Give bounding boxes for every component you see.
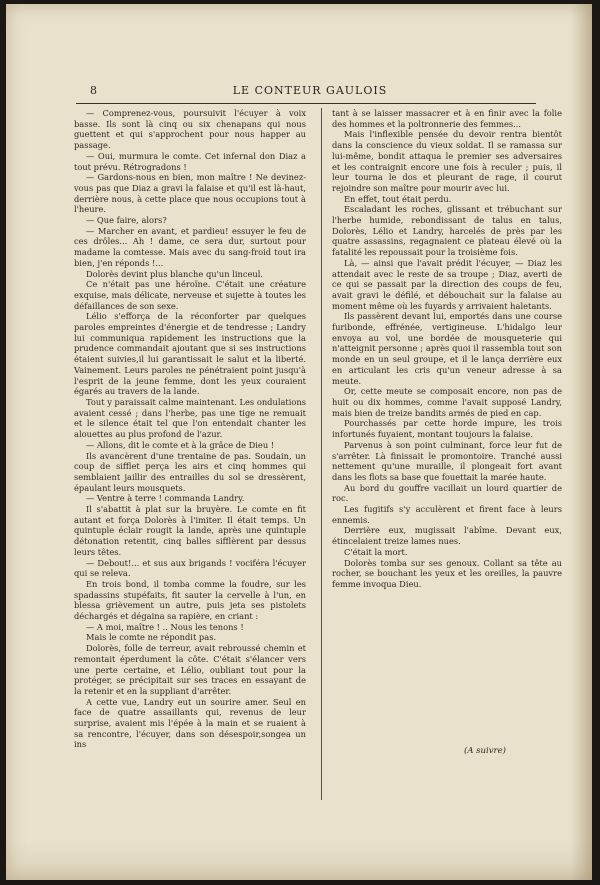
paragraph: tant à se laisser massacrer et à en finir avec la folie des hommes et la poltronnerie des femmes... [332,108,562,129]
paragraph: Ils avancèrent d'une trentaine de pas. Soudain, un coup de sifflet perça les airs et cinq hommes qui semblaient jaillir des entrailles du sol se dressèrent, épaulant leurs mousquets. [74,450,306,493]
paragraph: En effet, tout était perdu. [344,193,452,204]
paragraph: Dolorès devint plus blanche qu'un linceul. [86,268,264,279]
to-be-continued-note: (A suivre) [464,746,506,756]
page-header [90,84,530,100]
paragraph: — Gardons-nous en bien, mon maître ! Ne devinez-vous pas que Diaz a gravi la falaise et qu'il est là-haut, derrière nous, à cette place que nous occupions tout à l'heure. [74,172,306,215]
paragraph: Ils passèrent devant lui, emportés dans une course furibonde, effrénée, vertigineuse. L'hidalgo leur envoya au vol, une bordée de mousqueterie qui n'atteignit personne ; après quoi il rassembla tout son monde en un seul groupe, et il le lança derrière eux en articulant les cris qu'un veneur adresse à sa meute. [332,311,562,386]
paragraph: Là, — ainsi que l'avait prédit l'écuyer, — Diaz les attendait avec le reste de sa troupe ; Diaz, averti de ce qui se passait par la direction des coups de feu, avait gravi le défilé, et débouchait sur la falaise au moment même où les fuyards y arrivaient haletants. [332,257,562,311]
paragraph: Dolorès, folle de terreur, avait rebroussé chemin et remontait éperdument la côte. C'était s'élancer vers une perte certaine, et Lélio, oubliant tout pour la protéger, se précipitait sur ses traces en essayant de la retenir et en la suppliant d'arrêter. [74,643,306,696]
page-number: 8 [90,84,97,97]
paragraph: Les fugitifs s'y acculèrent et firent face à leurs ennemis. [332,504,562,525]
paragraph: Escaladant les roches, glissant et trébuchant sur l'herbe humide, rebondissant de talus en talus, Dolorès, Lélio et Landry, harcelés de près par les quatre assassins, regagnaient ce plateau élevé où la fatalité les repoussait pour la troisième fois. [332,204,562,258]
paragraph: — Comprenez-vous, poursuivit l'écuyer à voix basse. Ils sont là cinq ou six chenapans qui nous guettent et qui s'approchent pour nous happer au passage. [74,108,306,151]
paragraph: Mais le comte ne répondit pas. [86,632,217,643]
paragraph: Dolorès tomba sur ses genoux. Collant sa tête au rocher, se bouchant les yeux et les oreilles, la pauvre femme invoqua Dieu. [332,557,562,589]
paragraph: Parvenus à son point culminant, force leur fut de s'arrêter. Là finissait le promontoire. Tranché aussi nettement qu'une muraille, il plongeait fort avant dans les flots sa base que fouettait la marée haute. [332,439,562,482]
header-rule [76,103,536,104]
paragraph: Ce n'était pas une héroïne. C'était une créature exquise, mais délicate, nerveuse et sujette à toutes les défaillances de son sexe. [74,279,306,311]
paragraph: — A moi, maître ! .. Nous les tenons ! [86,621,244,632]
paragraph: Il s'abattit à plat sur la bruyère. Le comte en fit autant et força Dolorès à l'imiter. Il était temps. Un quintuple éclair rougit la lande, après une quintuple détonation retentit, cinq balles sifflèrent par dessus leurs têtes. [74,504,306,557]
paragraph: A cette vue, Landry eut un sourire amer. Seul en face de quatre assaillants qui, revenus de leur surprise, avaient mis l'épée à la main et se ruaient à sa rencontre, l'écuyer, dans son désespoir,songea un ins [74,696,306,750]
paragraph: Mais l'inflexible pensée du devoir rentra bientôt dans la conscience du vieux soldat. Il se ramassa sur lui-même, bondit attaqua le premier ses adversaires et les contraignit encore une fois à reculer ; puis, il leur tourna le dos et pleurant de rage, il courut rejoindre son maître pour mourir avec lui. [332,129,562,193]
paragraph: Or, cette meute se composait encore, non pas de huit ou dix hommes, comme l'avait supposé Landry, mais bien de treize bandits armés de pied en cap. [332,386,562,418]
paragraph: — Allons, dit le comte et à la grâce de Dieu ! [86,439,275,450]
paragraph: En trois bond, il tomba comme la foudre, sur les spadassins stupéfaits, fit sauter la cervelle à l'un, en blessa grièvement un autre, puis jeta ses pistolets déchargés et dégaina sa rapière, en criant : [74,578,306,622]
paragraph: Lélio s'efforça de la réconforter par quelques paroles empreintes d'énergie et de tendresse ; Landry lui communiqua rapidement les instructions que la prudence commandait ajoutant que si ses instructions étaient suivies,il lui garantissait le salut et la liberté. Vainement. Leurs paroles ne pénétraient point jusqu'à l'esprit de la jeune femme, dont les yeux couraient égarés au travers de la lande. [74,311,306,397]
paragraph: — Marcher en avant, et pardieu! essuyer le feu de ces drôles... Ah ! dame, ce sera dur, surtout pour madame la comtesse. Mais avec du sang-froid tout ira bien, j'en réponds !... [74,225,306,268]
paragraph: — Debout!... et sus aux brigands ! vociféra l'écuyer qui se releva. [74,557,306,579]
journal-title: LE CONTEUR GAULOIS [232,84,388,97]
left-column [74,108,306,750]
paragraph: Derrière eux, mugissait l'abîme. Devant eux, étincelaient treize lames nues. [332,525,562,547]
paragraph: — Oui, murmura le comte. Cet infernal don Diaz a tout prévu. Rétrogradons ! [74,150,306,172]
paper-shadow-bottom [6,840,592,880]
paragraph: — Que faire, alors? [86,215,167,226]
newspaper-page [6,4,592,880]
paragraph: — Ventre à terre ! commanda Landry. [86,493,245,504]
column-divider [321,108,322,800]
right-column [332,108,562,590]
paragraph: Pourchassés par cette horde impure, les trois infortunés fuyaient, montant toujours la falaise. [332,418,562,440]
paragraph: Au bord du gouffre vacillait un lourd quartier de roc. [332,482,562,504]
paragraph: C'était la mort. [344,546,408,557]
paragraph: Tout y paraissait calme maintenant. Les ondulations avaient cessé ; dans l'herbe, pas une tige ne remuait et le silence était tel que l'on entendait chanter les alouettes au plus profond de l'azur. [74,396,306,440]
paper-shadow-right [570,4,592,880]
